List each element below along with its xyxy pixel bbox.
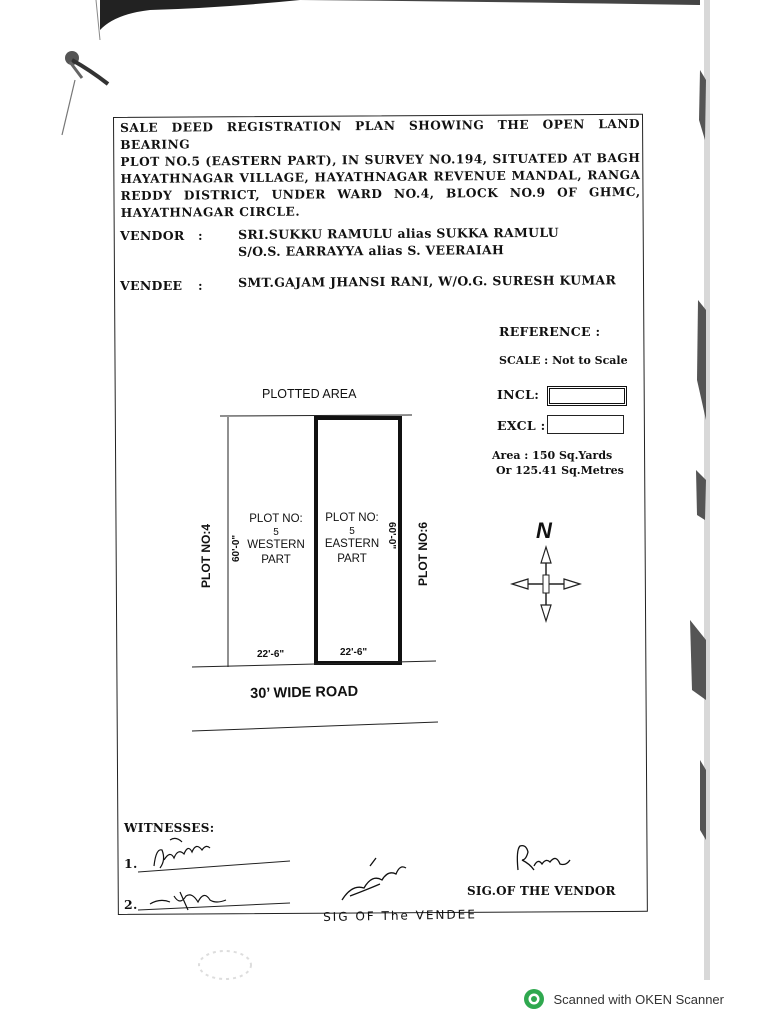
vendor-signature-label: SIG.OF THE VENDOR bbox=[467, 884, 616, 898]
title-line: HAYATHNAGAR CIRCLE. bbox=[120, 204, 301, 220]
part-text: PART bbox=[337, 553, 367, 565]
western-part-label bbox=[240, 512, 312, 568]
excl-label: EXCL : bbox=[497, 418, 546, 433]
scanner-logo-icon bbox=[523, 988, 545, 1010]
vendor-signature bbox=[517, 846, 570, 870]
part-name: EASTERN bbox=[324, 538, 380, 550]
area-sqyards: Area : 150 Sq.Yards bbox=[492, 449, 613, 462]
plot-number: 5 bbox=[349, 526, 355, 537]
incl-legend-box bbox=[547, 386, 627, 406]
scanner-watermark bbox=[523, 988, 724, 1010]
incl-label: INCL: bbox=[497, 387, 540, 402]
title-line: PLOT NO.5 (EASTERN PART), IN SURVEY NO.194, SITUATED AT BAGH bbox=[120, 150, 641, 169]
scale-text: SCALE : Not to Scale bbox=[499, 354, 628, 367]
vendee-signature bbox=[342, 858, 406, 900]
plot6-label: PLOT NO:6 bbox=[416, 521, 430, 586]
string-tag-icon bbox=[65, 51, 108, 84]
title-line: HAYATHNAGAR VILLAGE, HAYATHNAGAR REVENUE MANDAL, RANGA bbox=[120, 167, 641, 186]
plotted-area-label: PLOTTED AREA bbox=[262, 387, 357, 401]
witness-2-number: 2. bbox=[124, 897, 138, 912]
witnesses-label: WITNESSES: bbox=[124, 821, 215, 835]
vendee-colon: : bbox=[198, 278, 203, 293]
title-line: REDDY DISTRICT, UNDER WARD NO.4, BLOCK NO.9 OF GHMC, bbox=[120, 184, 641, 203]
plot-number: 5 bbox=[273, 527, 279, 538]
scanner-text: Scanned with OKEN Scanner bbox=[553, 991, 724, 1007]
north-label: N bbox=[536, 518, 552, 543]
plot-no-text: PLOT NO: bbox=[325, 512, 379, 524]
eastern-part-label bbox=[316, 511, 388, 567]
vendor-label: VENDOR bbox=[120, 228, 185, 243]
part-name: WESTERN bbox=[247, 539, 305, 551]
area-sqmetres: Or 125.41 Sq.Metres bbox=[496, 464, 624, 477]
east-height-dim: 60'-0" bbox=[386, 522, 397, 550]
compass-icon bbox=[510, 545, 582, 623]
east-width-dim: 22'-6" bbox=[340, 647, 368, 658]
vendor-colon: : bbox=[198, 228, 203, 243]
vendor-parent: S/O.S. EARRAYYA alias S. VEERAIAH bbox=[238, 242, 505, 259]
witness-1-signature bbox=[154, 838, 210, 868]
vendee-name: SMT.GAJAM JHANSI RANI, W/O.G. SURESH KUMAR bbox=[238, 272, 617, 290]
witness-1-number: 1. bbox=[124, 856, 138, 871]
part-text: PART bbox=[261, 554, 291, 566]
west-height-dim: 60'-0" bbox=[231, 534, 242, 562]
excl-legend-box bbox=[547, 415, 624, 434]
vendee-signature-label: SIG OF The VENDEE bbox=[323, 907, 477, 924]
vendor-name: SRI.SUKKU RAMULU alias SUKKA RAMULU bbox=[238, 224, 559, 242]
title-line: SALE DEED REGISTRATION PLAN SHOWING THE OPEN LAND BEARING bbox=[120, 116, 641, 152]
reference-title: REFERENCE : bbox=[499, 324, 601, 339]
document-title bbox=[120, 116, 641, 222]
plot-no-text: PLOT NO: bbox=[249, 513, 303, 525]
vendee-label: VENDEE bbox=[120, 278, 183, 293]
plot4-label: PLOT NO:4 bbox=[199, 523, 213, 588]
faint-stamp-mark bbox=[190, 945, 260, 985]
road-label: 30’ WIDE ROAD bbox=[250, 683, 359, 702]
west-width-dim: 22'-6" bbox=[257, 649, 285, 660]
